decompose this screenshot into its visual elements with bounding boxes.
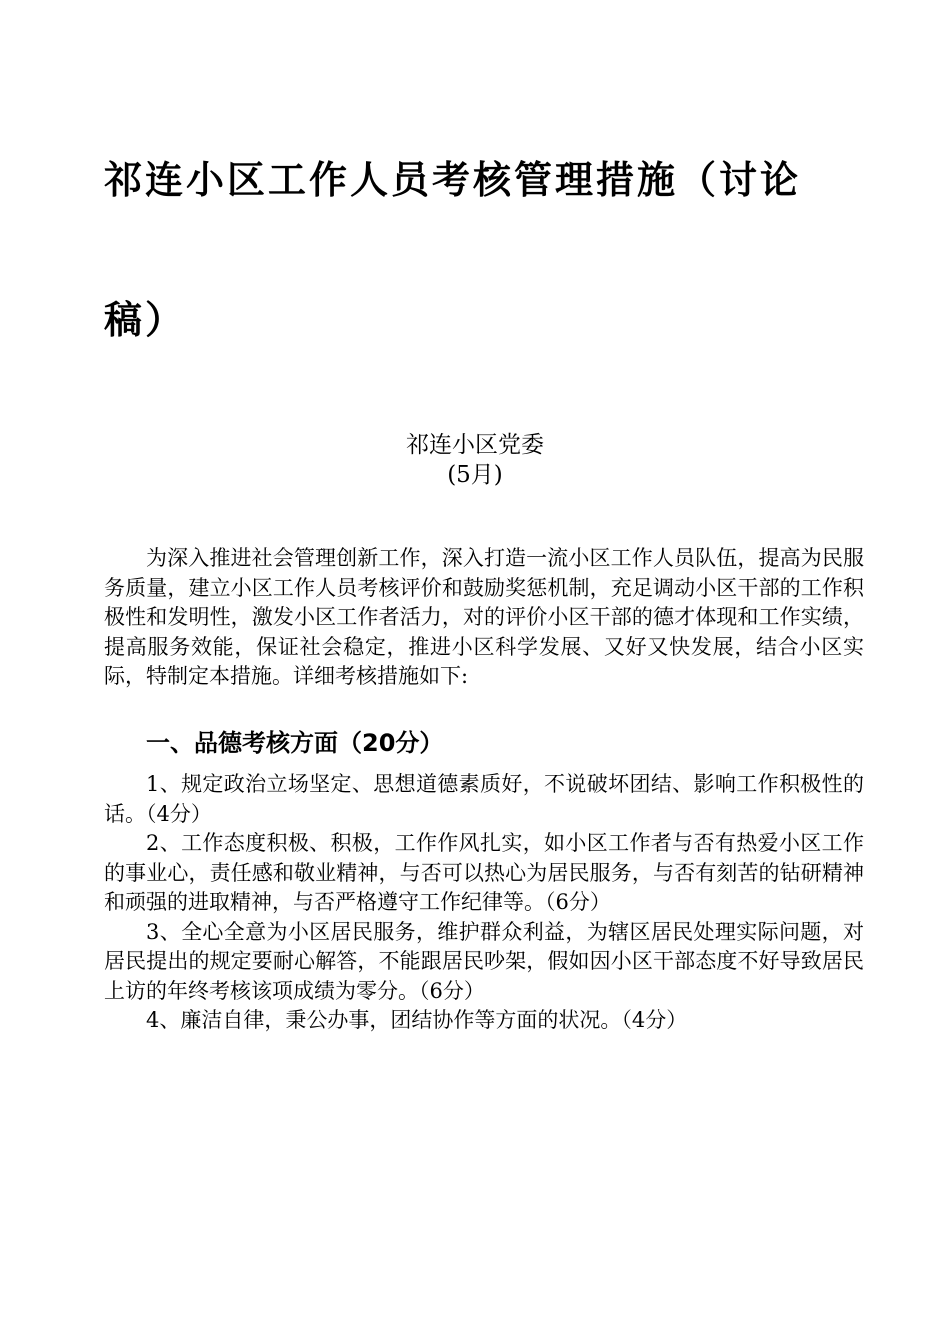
list-item: 4、廉洁自律，秉公办事，团结协作等方面的状况。（4分）: [146, 1008, 688, 1032]
issuing-organization: 祁连小区党委: [406, 432, 544, 458]
document-title-line-1: 祁连小区工作人员考核管理措施（讨论: [104, 158, 802, 202]
list-item: 1、规定政治立场坚定、思想道德素质好，不说破坏团结、影响工作积极性的话。（4分）: [104, 772, 864, 826]
section-items-list: [104, 770, 864, 1036]
list-item: 3、全心全意为小区居民服务，维护群众利益，为辖区居民处理实际问题，对居民提出的规定要耐心解答，不能跟居民吵架，假如因小区干部态度不好导致居民上访的年终考核该项成绩为零分。（6分）: [104, 919, 864, 1003]
issue-date: (5月): [447, 462, 503, 488]
section-heading-morality: 一、品德考核方面（20分）: [146, 729, 444, 757]
list-item: 2、工作态度积极、积极，工作作风扎实，如小区工作者与否有热爱小区工作的事业心，责任感和敬业精神，与否可以热心为居民服务，与否有刻苦的钻研精神和顽强的进取精神，与否严格遵守工作纪律等。（6分）: [104, 831, 864, 914]
document-title-line-2: 稿）: [104, 298, 187, 342]
intro-paragraph: 为深入推进社会管理创新工作，深入打造一流小区工作人员队伍，提高为民服务质量，建立小区工作人员考核评价和鼓励奖惩机制，充足调动小区干部的工作积极性和发明性，激发小区工作者活力，对的评价小区干部的德才体现和工作实绩，提高服务效能，保证社会稳定，推进小区科学发展、又好又快发展，结合小区实际，特制定本措施。详细考核措施如下:: [104, 546, 864, 688]
